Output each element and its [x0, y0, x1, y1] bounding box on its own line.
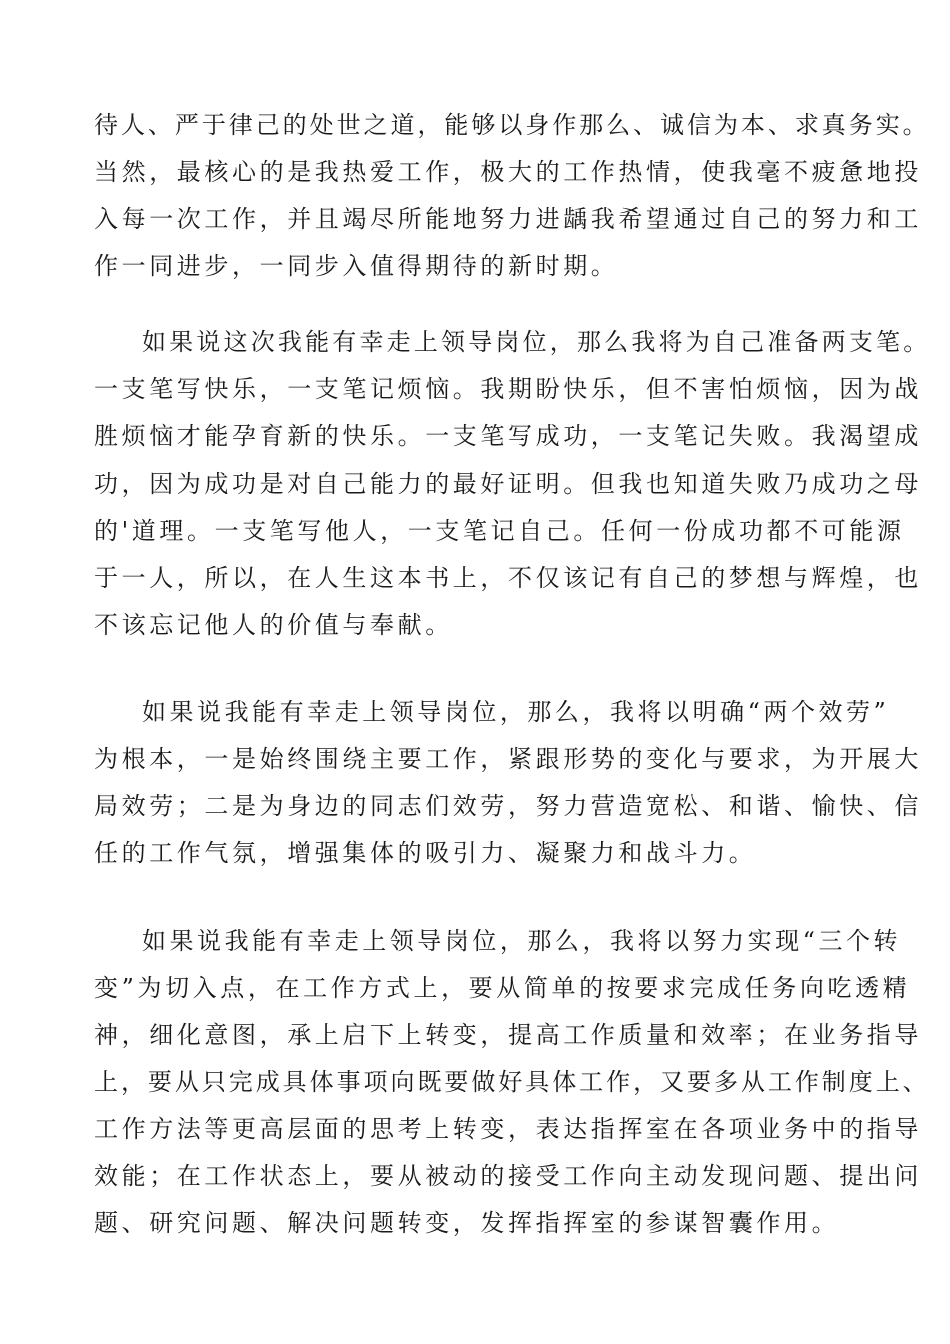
text-line: 功，因为成功是对自己能力的最好证明。但我也知道失败乃成功之母 [94, 470, 922, 498]
text-line: 不该忘记他人的价值与奉献。 [94, 611, 453, 639]
text-line: 变”为切入点，在工作方式上，要从简单的按要求完成任务向吃透精 [94, 974, 911, 1002]
text-line: 胜烦恼才能孕育新的快乐。一支笔写成功，一支笔记失败。我渴望成 [94, 422, 922, 450]
text-line: 当然，最核心的是我热爱工作，极大的工作热情，使我毫不疲惫地投 [94, 158, 922, 186]
text-line: 工作方法等更高层面的思考上转变，表达指挥室在各项业务中的指导 [94, 1115, 922, 1143]
text-line: 待人、严于律己的处世之道，能够以身作那么、诚信为本、求真务实。 [94, 111, 930, 139]
text-line: 作一同进步，一同步入值得期待的新时期。 [94, 252, 619, 280]
text-line: 神，细化意图，承上启下上转变，提高工作质量和效率；在业务指导 [94, 1021, 922, 1049]
text-line: 一支笔写快乐，一支笔记烦恼。我期盼快乐，但不害怕烦恼，因为战 [94, 375, 922, 403]
text-line: 题、研究问题、解决问题转变，发挥指挥室的参谋智囊作用。 [94, 1209, 840, 1237]
text-line: 如果说我能有幸走上领导岗位，那么，我将以努力实现“三个转 [142, 927, 902, 955]
text-line: 如果说这次我能有幸走上领导岗位，那么我将为自己准备两支笔。 [142, 328, 931, 356]
text-line: 任的工作气氛，增强集体的吸引力、凝聚力和战斗力。 [94, 839, 757, 867]
text-line: 的'道理。一支笔写他人，一支笔记自己。任何一份成功都不可能源 [94, 517, 905, 545]
text-line: 局效劳；二是为身边的同志们效劳，努力营造宽松、和谐、愉快、信 [94, 792, 922, 820]
text-line: 效能；在工作状态上，要从被动的接受工作向主动发现问题、提出问 [94, 1162, 922, 1190]
text-line: 于一人，所以，在人生这本书上，不仅该记有自己的梦想与辉煌，也 [94, 564, 922, 592]
text-line: 为根本，一是始终围绕主要工作，紧跟形势的变化与要求，为开展大 [94, 745, 922, 773]
text-line: 如果说我能有幸走上领导岗位，那么，我将以明确“两个效劳” [142, 698, 890, 726]
text-line: 上，要从只完成具体事项向既要做好具体工作，又要多从工作制度上、 [94, 1068, 930, 1096]
text-line: 入每一次工作，并且竭尽所能地努力进龋我希望通过自己的努力和工 [94, 205, 922, 233]
